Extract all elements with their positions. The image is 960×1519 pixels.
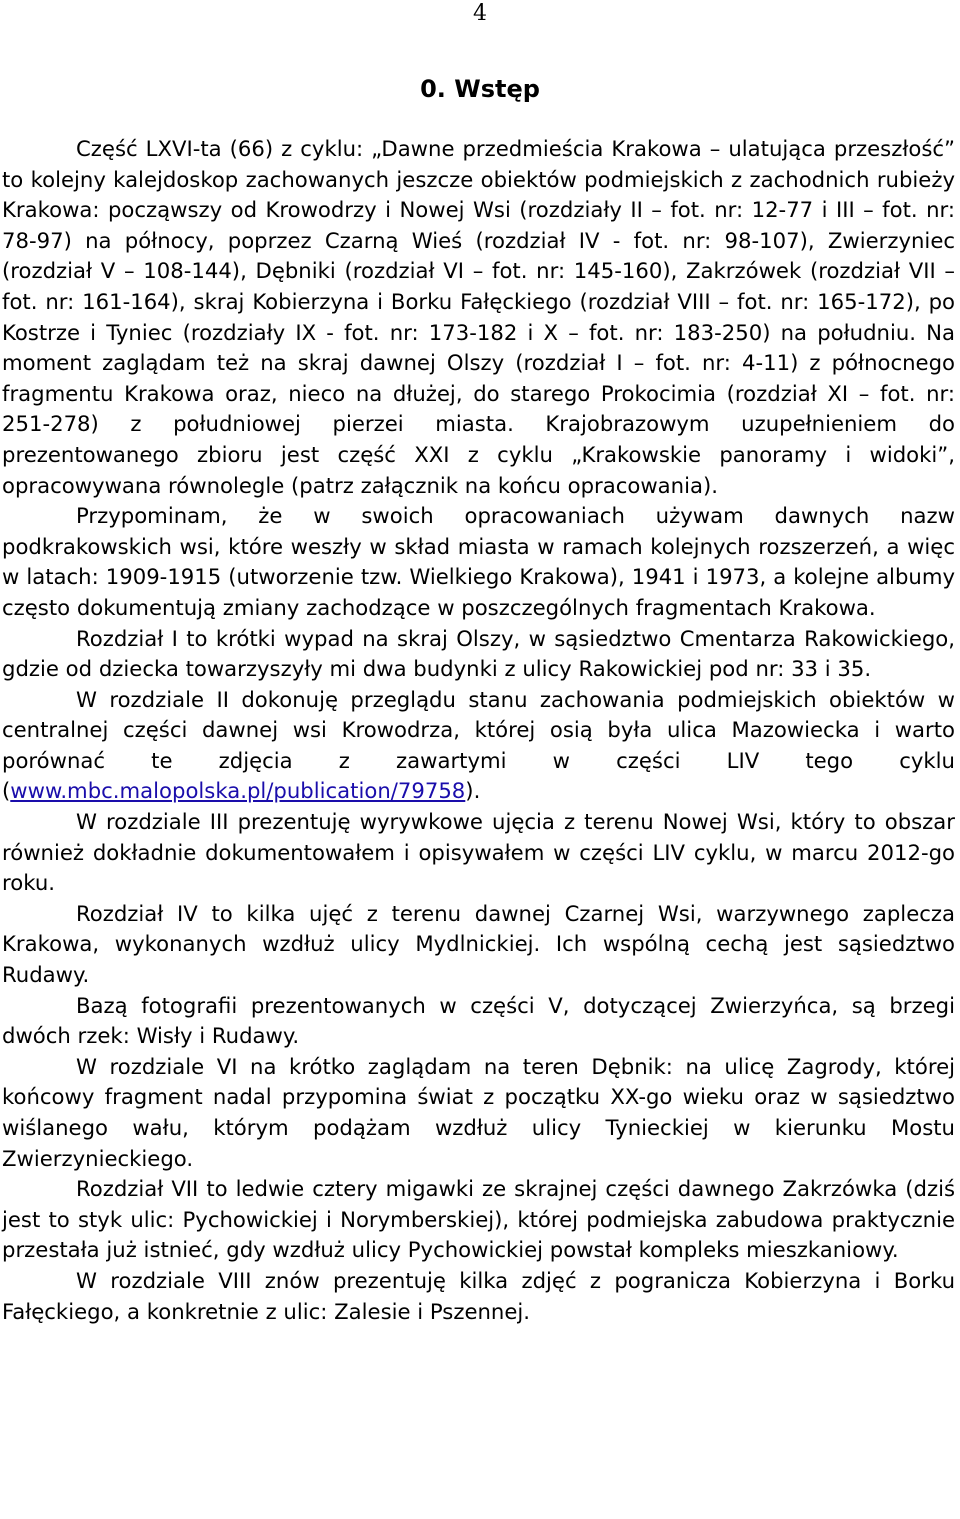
paragraph-intro: Część LXVI-ta (66) z cyklu: „Dawne przedmieścia Krakowa – ulatująca przeszłość” to kolejny kalejdoskop zachowanych jeszcze obiektów podmiejskich z zachodnich rubieży Krakowa: począwszy od Krowodrzy i Nowej Wsi (rozdziały II – fot. nr: 12-77 i III – fot. nr: 78-97) na północy, poprzez Czarną Wieś (rozdział IV - fot. nr: 98-107), Zwierzyniec (rozdział V – 108-144), Dębniki (rozdział VI – fot. nr: 145-160), Zakrzówek (rozdział VII – fot. nr: 161-164), skraj Kobierzyna i Borku Fałęckiego (rozdział VIII – fot. nr: 165-172), po Kostrze i Tyniec (rozdziały IX - fot. nr: 173-182 i X – fot. nr: 183-250) na południu. Na moment zaglądam też na skraj dawnej Olszy (rozdział I – fot. nr: 4-11) z północnego fragmentu Krakowa oraz, nieco na dłużej, do starego Prokocimia (rozdział XI – fot. nr: 251-278) z południowej pierzei miasta. Krajobrazowym uzupełnieniem do prezentowanego zbioru jest część XXI z cyklu „Krakowskie panoramy i widoki”, opracowywana równolegle (patrz załącznik na końcu opracowania). xyxy=(2,136,955,498)
paragraph-chapter-5: Bazą fotografii prezentowanych w części V, dotyczącej Zwierzyńca, są brzegi dwóch rzek: Wisły i Rudawy. xyxy=(2,992,955,1049)
paragraph-chapter-2-closing: ). xyxy=(465,778,481,804)
paragraph-naming-note: Przypominam, że w swoich opracowaniach używam dawnych nazw podkrakowskich wsi, które weszły w skład miasta w ramach kolejnych rozszerzeń, a więc w latach: 1909-1915 (utworzenie tzw. Wielkiego Krakowa), 1941 i 1973, a kolejne albumy często dokumentują zmiany zachodzące w poszczególnych fragmentach Krakowa. xyxy=(2,503,955,620)
paragraph-chapter-6: W rozdziale VI na krótko zaglądam na teren Dębnik: na ulicę Zagrody, której końcowy fragment nadal przypomina świat z początku XX-go wieku oraz w sąsiedztwo wiślanego wału, którym podążam wzdłuż ulicy Tynieckiej w kierunku Mostu Zwierzynieckiego. xyxy=(2,1053,955,1171)
page-title: 0. Wstęp xyxy=(420,75,540,103)
paragraph-chapter-2 xyxy=(2,685,955,807)
page-number: 4 xyxy=(473,1,487,26)
paragraph-chapter-4: Rozdział IV to kilka ujęć z terenu dawnej Czarnej Wsi, warzywnego zaplecza Krakowa, wykonanych wzdłuż ulicy Mydlnickiej. Ich wspólną cechą jest sąsiedztwo Rudawy. xyxy=(2,900,955,988)
document-body xyxy=(2,134,955,1327)
paragraph-chapter-8: W rozdziale VIII znów prezentuję kilka zdjęć z pogranicza Kobierzyna i Borku Fałęckiego, a konkretnie z ulic: Zalesie i Pszennej. xyxy=(2,1267,955,1324)
paragraph-chapter-2-text: W rozdziale II dokonuję przeglądu stanu zachowania podmiejskich obiektów w centralnej części dawnej wsi Krowodrza, której osią była ulica Mazowiecka i warto porównać te zdjęcia z zawartymi w części LIV tego cyklu ( xyxy=(2,686,955,804)
publication-link[interactable]: www.mbc.malopolska.pl/publication/79758 xyxy=(10,778,466,804)
paragraph-chapter-7: Rozdział VII to ledwie cztery migawki ze skrajnej części dawnego Zakrzówka (dziś jest to styk ulic: Pychowickiej i Norymberskiej), której podmiejska zabudowa praktycznie przestała już istnieć, gdy wzdłuż ulicy Pychowickiej powstał kompleks mieszkaniowy. xyxy=(2,1176,955,1263)
paragraph-chapter-1: Rozdział I to krótki wypad na skraj Olszy, w sąsiedztwo Cmentarza Rakowickiego, gdzie od dziecka towarzyszyły mi dwa budynki z ulicy Rakowickiej pod nr: 33 i 35. xyxy=(2,625,955,682)
paragraph-chapter-3: W rozdziale III prezentuję wyrywkowe ujęcia z terenu Nowej Wsi, który to obszar również dokładnie dokumentowałem i opisywałem w części LIV cyklu, w marcu 2012-go roku. xyxy=(2,809,955,896)
